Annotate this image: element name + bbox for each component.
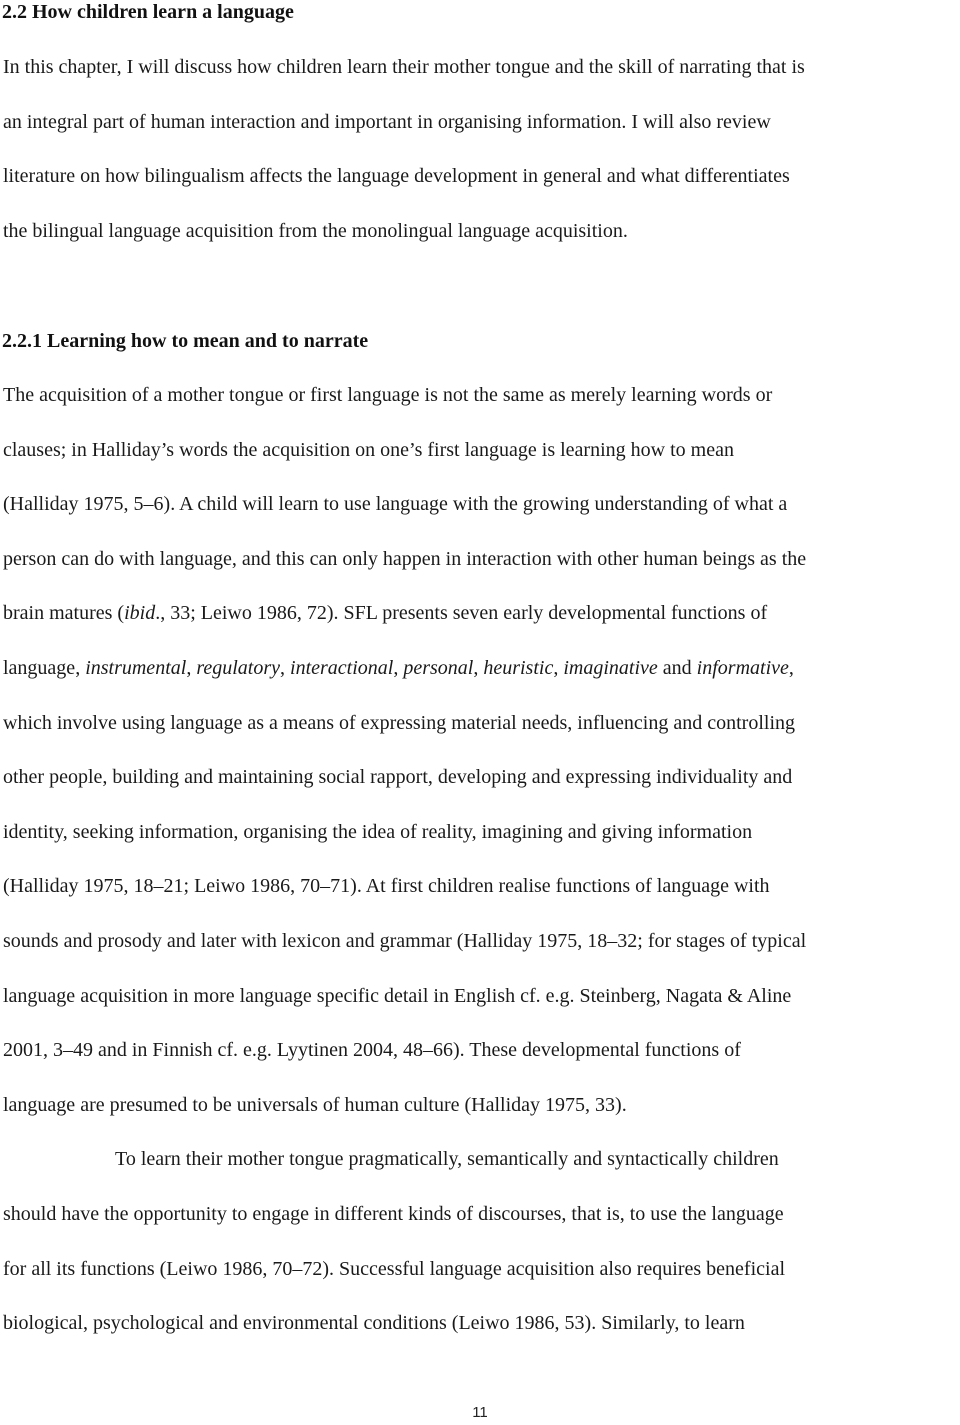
text-line: brain matures (ibid., 33; Leiwo 1986, 72). SFL presents seven early developmental functions of	[3, 602, 768, 625]
text-line: biological, psychological and environmental conditions (Leiwo 1986, 53). Similarly, to learn	[3, 1312, 745, 1335]
text-line: the bilingual language acquisition from the monolingual language acquisition.	[3, 219, 628, 242]
text-line: sounds and prosody and later with lexicon and grammar (Halliday 1975, 18–32; for stages of typical	[3, 930, 807, 952]
text-line: literature on how bilingualism affects the language development in general and what differentiates	[3, 165, 790, 188]
text-line: In this chapter, I will discuss how children learn their mother tongue and the skill of narrating that is	[3, 56, 805, 78]
text-line: (Halliday 1975, 5–6). A child will learn to use language with the growing understanding of what a	[3, 493, 788, 516]
text-line: language are presumed to be universals of human culture (Halliday 1975, 33).	[3, 1093, 627, 1116]
text-line: person can do with language, and this can only happen in interaction with other human beings as the	[3, 547, 807, 570]
text-line: language acquisition in more language specific detail in English cf. e.g. Steinberg, Nagata & Aline	[3, 984, 792, 1007]
text-line: To learn their mother tongue pragmatically, semantically and syntactically children	[115, 1148, 779, 1171]
text-line: language, instrumental, regulatory, interactional, personal, heuristic, imaginative and informative,	[3, 657, 794, 679]
section-heading: 2.2 How children learn a language	[2, 1, 294, 23]
text-line: The acquisition of a mother tongue or first language is not the same as merely learning words or	[3, 384, 773, 406]
page-number: 11	[472, 1404, 488, 1421]
text-line: 2001, 3–49 and in Finnish cf. e.g. Lyytinen 2004, 48–66). These developmental functions of	[3, 1039, 741, 1062]
text-line: clauses; in Halliday’s words the acquisition on one’s first language is learning how to mean	[3, 438, 734, 461]
text-line: an integral part of human interaction and important in organising information. I will also review	[3, 110, 771, 133]
subsection-heading: 2.2.1 Learning how to mean and to narrate	[2, 330, 369, 352]
text-line: for all its functions (Leiwo 1986, 70–72). Successful language acquisition also requires beneficial	[3, 1257, 786, 1280]
text-line: should have the opportunity to engage in different kinds of discourses, that is, to use the language	[3, 1203, 784, 1225]
text-line: which involve using language as a means of expressing material needs, influencing and controlling	[3, 711, 796, 734]
text-line: other people, building and maintaining social rapport, developing and expressing individuality and	[3, 766, 793, 789]
text-line: (Halliday 1975, 18–21; Leiwo 1986, 70–71). At first children realise functions of language with	[3, 875, 770, 898]
text-line: identity, seeking information, organising the idea of reality, imagining and giving information	[3, 820, 753, 843]
